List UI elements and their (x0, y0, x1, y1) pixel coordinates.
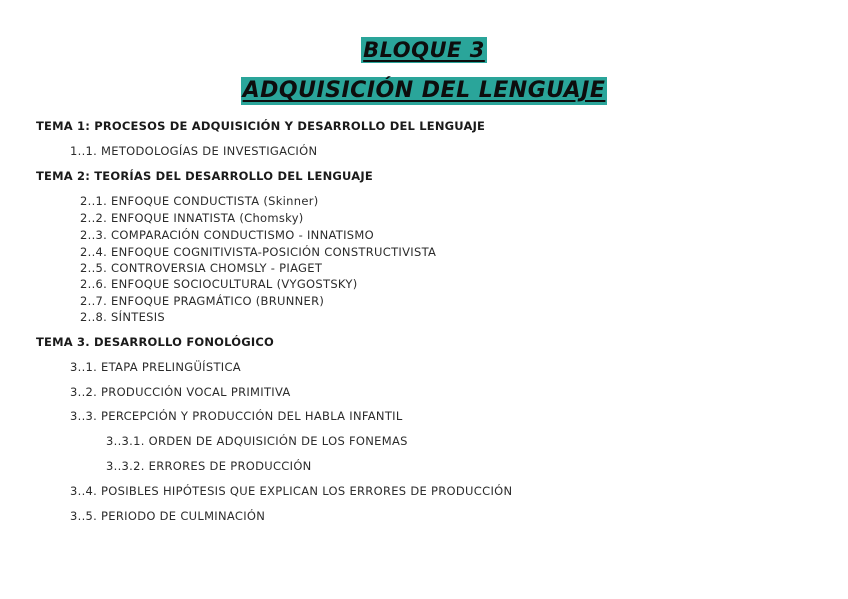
block-title-text: BLOQUE 3 (363, 38, 485, 62)
topic-2-item-1: 2..1. ENFOQUE CONDUCTISTA (Skinner) (80, 194, 319, 208)
topic-2-item-8: 2..8. SÍNTESIS (80, 310, 166, 324)
topic-3-item-3: 3..3. PERCEPCIÓN Y PRODUCCIÓN DEL HABLA INFANTIL (70, 409, 403, 423)
document-title-text: ADQUISICIÓN DEL LENGUAJE (242, 78, 606, 103)
topic-3-item-1: 3..1. ETAPA PRELINGÜÍSTICA (70, 360, 241, 374)
topic-2-item-2: 2..2. ENFOQUE INNATISTA (Chomsky) (80, 211, 304, 225)
topic-3-item-3-1: 3..3.1. ORDEN DE ADQUISICIÓN DE LOS FONEMAS (106, 434, 408, 448)
topic-3-heading: TEMA 3. DESARROLLO FONOLÓGICO (36, 335, 274, 349)
block-title (0, 37, 848, 63)
document-title (0, 77, 848, 105)
topic-2-item-5: 2..5. CONTROVERSIA CHOMSLY - PIAGET (80, 261, 323, 275)
topic-2-item-6: 2..6. ENFOQUE SOCIOCULTURAL (VYGOSTSKY) (80, 277, 358, 291)
topic-2-heading: TEMA 2: TEORÍAS DEL DESARROLLO DEL LENGUAJE (36, 169, 373, 183)
topic-3-item-5: 3..5. PERIODO DE CULMINACIÓN (70, 509, 266, 523)
topic-3-item-4: 3..4. POSIBLES HIPÓTESIS QUE EXPLICAN LOS ERRORES DE PRODUCCIÓN (70, 484, 513, 498)
topic-3-item-3-2: 3..3.2. ERRORES DE PRODUCCIÓN (106, 459, 312, 473)
topic-2-item-3: 2..3. COMPARACIÓN CONDUCTISMO - INNATISMO (80, 228, 374, 242)
topic-2-item-4: 2..4. ENFOQUE COGNITIVISTA-POSICIÓN CONSTRUCTIVISTA (80, 245, 437, 259)
topic-1-item-1: 1..1. METODOLOGÍAS DE INVESTIGACIÓN (70, 144, 318, 158)
topic-1-heading: TEMA 1: PROCESOS DE ADQUISICIÓN Y DESARROLLO DEL LENGUAJE (36, 119, 486, 133)
topic-3-item-2: 3..2. PRODUCCIÓN VOCAL PRIMITIVA (70, 385, 291, 399)
topic-2-item-7: 2..7. ENFOQUE PRAGMÁTICO (BRUNNER) (80, 294, 325, 308)
